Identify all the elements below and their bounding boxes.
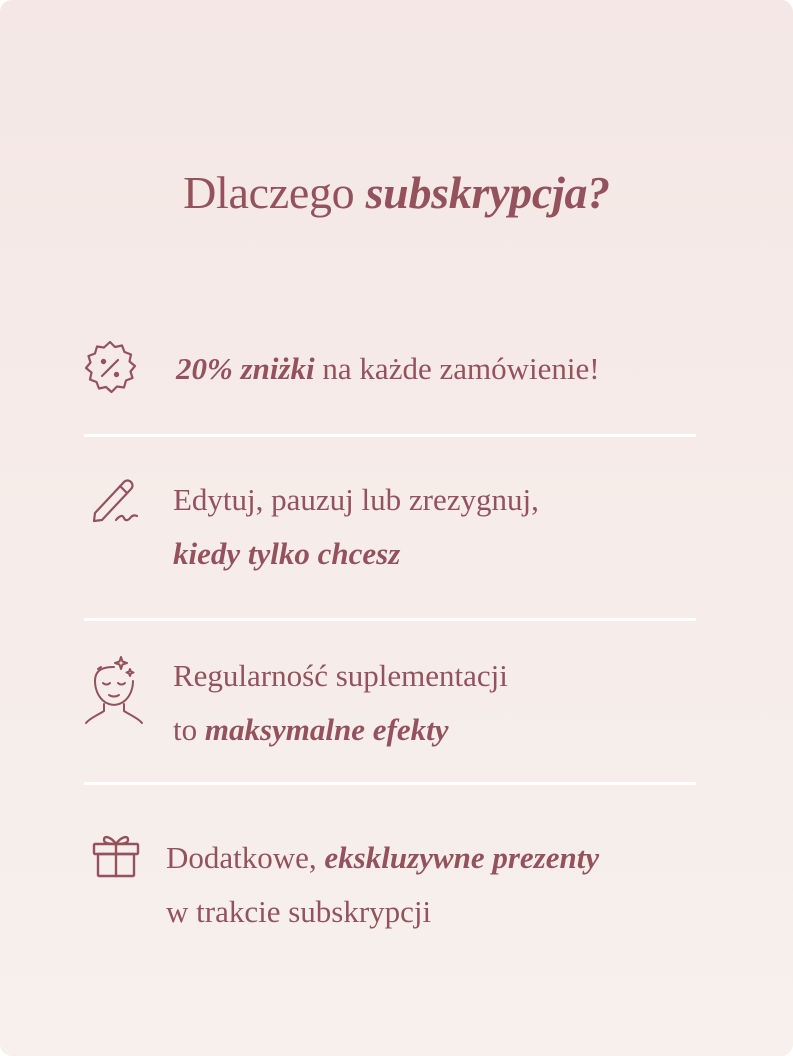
discount-badge-icon [80,338,140,398]
benefit-effects-text [173,649,508,757]
benefit-gifts-line2: w trakcie subskrypcji [166,894,432,929]
benefit-gifts-line1-regular: Dodatkowe, [166,840,325,875]
benefit-flexibility-line1: Edytuj, pauzuj lub zrezygnuj, [173,482,539,517]
benefit-effects-line2-regular: to [173,712,205,747]
divider [84,434,696,437]
benefit-discount-text [176,342,600,396]
pen-icon [86,472,146,532]
divider [84,618,696,621]
benefit-flexibility-text [173,473,539,581]
title-emphasis: subskrypcja? [365,167,610,218]
divider [84,782,696,785]
benefit-discount-regular: na każde zamówienie! [314,351,600,386]
glowing-face-icon [84,652,144,712]
benefit-effects-emphasis: maksymalne efekty [204,712,449,747]
title-regular: Dlaczego [183,167,366,218]
benefit-flexibility-emphasis: kiedy tylko chcesz [173,536,401,571]
gift-icon [88,828,148,888]
benefit-gifts-emphasis: ekskluzywne prezenty [324,840,600,875]
page-title [0,163,793,223]
benefit-effects-line1: Regularność suplementacji [173,658,508,693]
benefit-gifts-text [166,831,599,939]
benefit-discount-emphasis: 20% zniżki [176,351,315,386]
